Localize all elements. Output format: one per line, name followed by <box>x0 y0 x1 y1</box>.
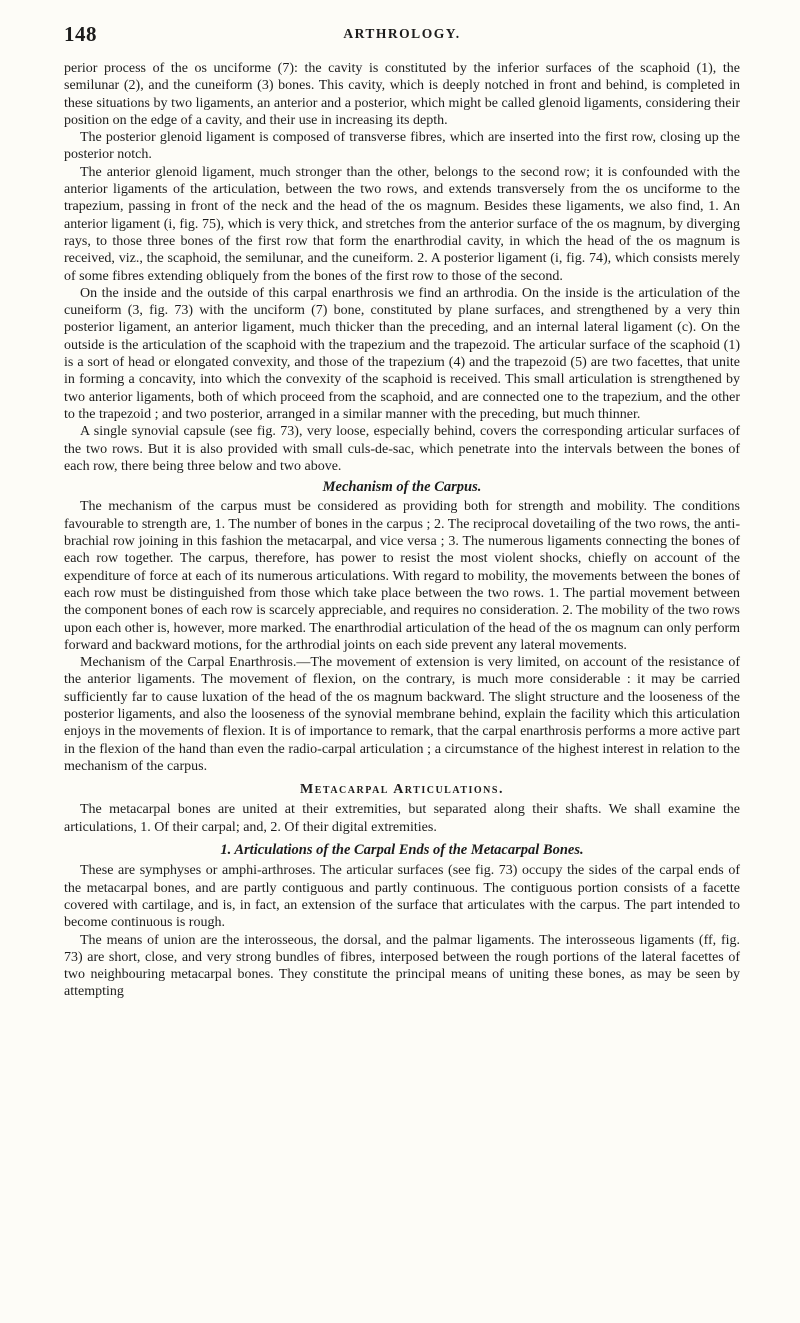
paragraph-metacarpal-intro: The metacarpal bones are united at their extremities, but separated along their shafts. We shall examine the articulations, 1. Of their carpal; and, 2. Of their digital extremities. <box>64 802 740 835</box>
running-head: ARTHROLOGY. <box>343 26 461 41</box>
heading-metacarpal-articulations: Metacarpal Articulations. <box>300 782 504 798</box>
paragraph-means-of-union: The means of union are the interosseous, the dorsal, and the palmar ligaments. The interosseous ligaments (ff, fig. 73) are short, close, and very strong bundles of fibres, interposed between the rough portions of the lateral facettes of two neighbouring metacarpal bones. They constitute the principal means of uniting these bones, as may be seen by attempting <box>64 932 740 1000</box>
heading-mechanism-carpus: Mechanism of the Carpus. <box>322 479 482 496</box>
paragraph-anterior-glenoid: The anterior glenoid ligament, much stronger than the other, belongs to the second row; it is confounded with the anterior ligaments of the articulation, between the two rows, and extends transversely from the os unciforme to the trapezium, passing in front of the neck and the head of the os magnum. Besides these ligaments, we also find, 1. An anterior ligament (i, fig. 75), which is very thick, and stretches from the anterior surface of the os magnum, by diverging rays, to those three bones of the first row that form the enarthrodial cavity, in which the head of the os magnum is received, viz., the scaphoid, the semilunar, and the cuneiform. 2. A posterior ligament (i, fig. 74), which consists merely of some fibres extending obliquely from the bones of the first row to those of the second. <box>64 164 740 284</box>
paragraph-carpal-enarthrosis: Mechanism of the Carpal Enarthrosis.—The movement of extension is very limited, on account of the resistance of the anterior ligaments. The movement of flexion, on the contrary, is much more considerable : it may be carried sufficiently far to cause luxation of the head of the os magnum backward. The slight structure and the looseness of the posterior ligaments, and also the looseness of the synovial membrane behind, explain the facility which this articulation enjoys in the movements of flexion. It is of importance to remark, that the carpal enarthrosis performs a more active part in the flexion of the hand than even the radio-carpal articulation ; a circumstance of the highest interest in relation to the mechanism of the carpus. <box>64 655 740 774</box>
page-number: 148 <box>64 22 97 46</box>
paragraph-symphyses: These are symphyses or amphi-arthroses. The articular surfaces (see fig. 73) occupy the sides of the carpal ends of the metacarpal bones, and are partly contiguous and partly continuous. The contiguous portion consists of a facette covered with cartilage, and is, in fact, an extension of the surface that articulates with the carpus. The part intended to become continuous is rough. <box>64 863 740 931</box>
paragraph-synovial-capsule: A single synovial capsule (see fig. 73), very loose, especially behind, covers the corresponding articular surfaces of the two rows. But it is also provided with small culs-de-sac, which penetrate into the intervals between the bones of each row, there being three below and two above. <box>64 424 740 474</box>
paragraph-1: perior process of the os unciforme (7): the cavity is constituted by the inferior surfaces of the scaphoid (1), the semilunar (2), and the cuneiform (3) bones. This cavity, which is deeply notched in front and behind, is completed in these situations by two ligaments, an anterior and a posterior, which might be called glenoid ligaments, considering their position on the edge of a cavity, and their use in increasing its depth. <box>64 61 740 128</box>
page-header <box>64 22 740 48</box>
paragraph-arthrodia: On the inside and the outside of this carpal enarthrosis we find an arthrodia. On the inside is the articulation of the cuneiform (3, fig. 73) with the unciform (7) bone, constituted by plane surfaces, and strengthened by a very thin posterior ligament, an anterior ligament, much thicker than the preceding, and an internal lateral ligament (c). On the outside is the articulation of the scaphoid with the trapezium and the trapezoid. The articular surface of the scaphoid (1) is a sort of head or elongated convexity, and those of the trapezium (4) and the trapezoid (5) are two facettes, that unite in forming a concavity, into which the convexity of the scaphoid is received. This small articulation is strengthened by two anterior ligaments, both of which proceed from the scaphoid, and are connected one to the trapezium, and the other to the trapezoid ; and two posterior, arranged in a similar manner with the preceding, but much thinner. <box>64 285 740 422</box>
heading-carpal-ends: 1. Articulations of the Carpal Ends of the Metacarpal Bones. <box>220 842 584 859</box>
page-body <box>64 60 740 1001</box>
paragraph-posterior-glenoid: The posterior glenoid ligament is composed of transverse fibres, which are inserted into the first row, closing up the posterior notch. <box>64 130 740 163</box>
paragraph-mechanism: The mechanism of the carpus must be considered as providing both for strength and mobility. The conditions favourable to strength are, 1. The number of bones in the carpus ; 2. The reciprocal dovetailing of the two rows, the anti-brachial row joining in this fashion the metacarpal, and vice versa ; 3. The numerous ligaments connecting the bones of each row together. The carpus, therefore, has power to resist the most violent shocks, chiefly on account of the expenditure of force at each of its numerous articulations. With regard to mobility, the movements between the bones of each row must be distinguished from those which take place between the two rows. 1. The partial movement between the component bones of each row is scarcely appreciable, and requires no consideration. 2. The mobility of the two rows upon each other is, however, more marked. The enarthrodial articulation of the head of the os magnum can only perform forward and backward motions, for the arthrodial joints on each side prevent any lateral movements. <box>64 499 740 653</box>
